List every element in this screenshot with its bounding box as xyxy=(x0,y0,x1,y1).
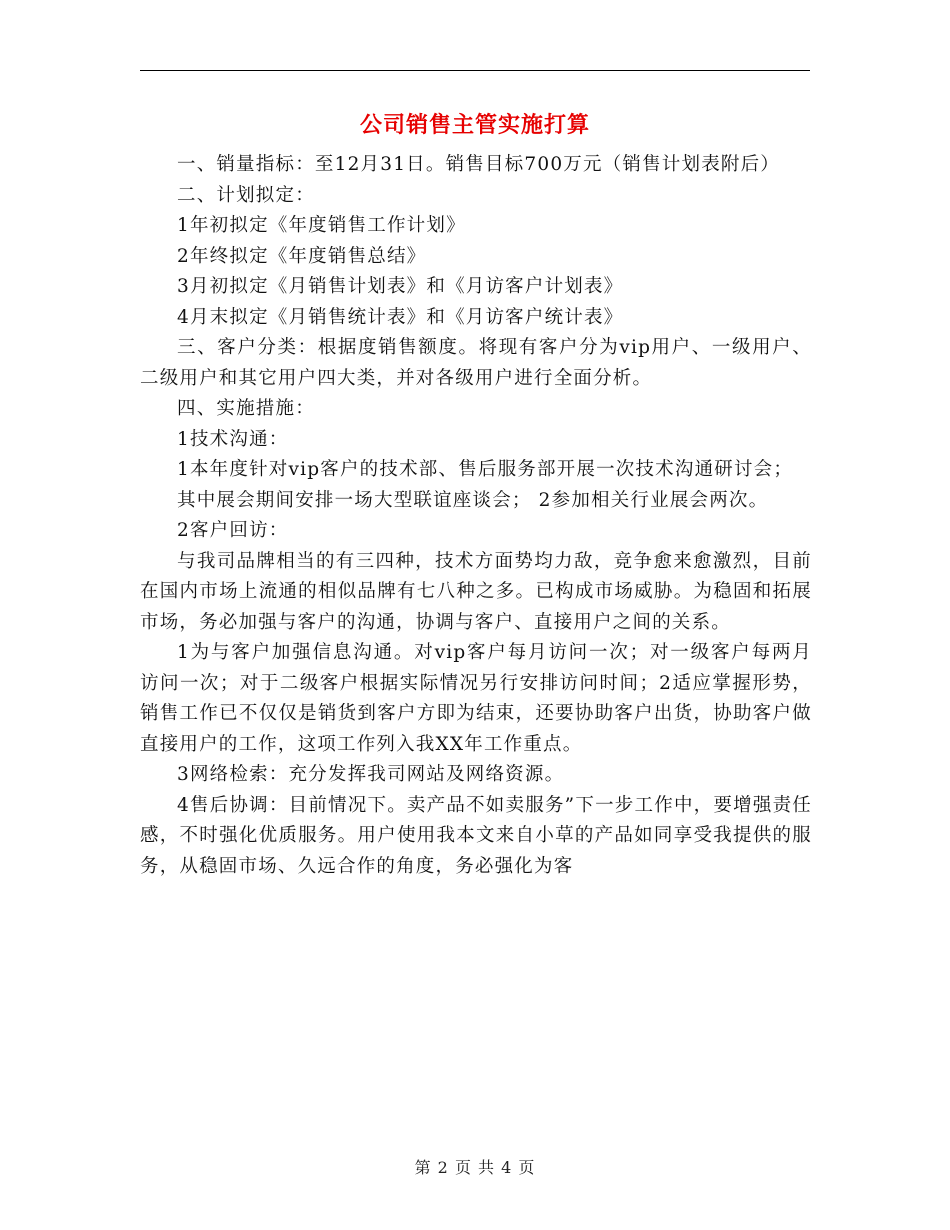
footer-prefix: 第 xyxy=(414,1158,432,1177)
paragraph-tech-communication: 1技术沟通： xyxy=(177,428,289,450)
paragraph-customer-visit: 2客户回访： xyxy=(177,520,289,541)
paragraph-after-sales: 4售后协调：目前情况下。卖产品不如卖服务”下一步工作中，要增强责任感，不时强化优质服务。用户使用我本文来自小草的产品如同享受我提供的服务，从稳固市场、久远合作的角度，务必强化为客 xyxy=(140,794,812,877)
paragraph-plan-item-2: 2年终拟定《年度销售总结》 xyxy=(177,245,427,267)
footer-suffix: 页 xyxy=(518,1158,536,1177)
paragraph-sales-target: 一、销量指标：至12月31日。销售目标700万元（销售计划表附后） xyxy=(177,154,780,175)
paragraph-plan-item-3: 3月初拟定《月销售计划表》和《月访客户计划表》 xyxy=(177,276,624,297)
paragraph-network-search: 3网络检索：充分发挥我司网站及网络资源。 xyxy=(177,764,565,785)
paragraph-plan-item-1: 1年初拟定《年度销售工作计划》 xyxy=(177,215,466,236)
footer-middle: 页 共 xyxy=(454,1158,496,1177)
paragraph-plan-heading: 二、计划拟定： xyxy=(177,184,315,206)
footer-total-pages: 4 xyxy=(501,1158,513,1177)
paragraph-plan-item-4: 4月末拟定《月销售统计表》和《月访客户统计表》 xyxy=(177,306,624,328)
footer-current-page: 2 xyxy=(437,1158,449,1177)
header-rule xyxy=(140,70,810,71)
paragraph-measures-heading: 四、实施措施： xyxy=(177,398,315,419)
page-footer xyxy=(0,1155,950,1178)
document-body xyxy=(140,150,812,882)
paragraph-exhibition: 其中展会期间安排一场大型联谊座谈会； 2参加相关行业展会两次。 xyxy=(177,489,769,511)
paragraph-customer-classification: 三、客户分类：根据度销售额度。将现有客户分为vip用户、一级用户、二级用户和其它用户四大类，并对各级用户进行全面分析。 xyxy=(140,337,812,389)
paragraph-visit-schedule: 1为与客户加强信息沟通。对vip客户每月访问一次；对一级客户每两月访问一次；对于二级客户根据实际情况另行安排访问时间；2适应掌握形势，销售工作已不仅仅是销货到客户方即为结束，还要协助客户出货，协助客户做直接用户的工作，这项工作列入我XX年工作重点。 xyxy=(140,642,812,755)
document-title: 公司销售主管实施打算 xyxy=(359,113,590,138)
paragraph-competition: 与我司品牌相当的有三四种，技术方面势均力敌，竞争愈来愈激烈，目前在国内市场上流通的相似品牌有七八种之多。已构成市场威胁。为稳固和拓展市场，务必加强与客户的沟通，协调与客户、直接用户之间的关系。 xyxy=(140,550,812,633)
paragraph-tech-seminar: 1本年度针对vip客户的技术部、售后服务部开展一次技术沟通研讨会； xyxy=(177,459,794,480)
